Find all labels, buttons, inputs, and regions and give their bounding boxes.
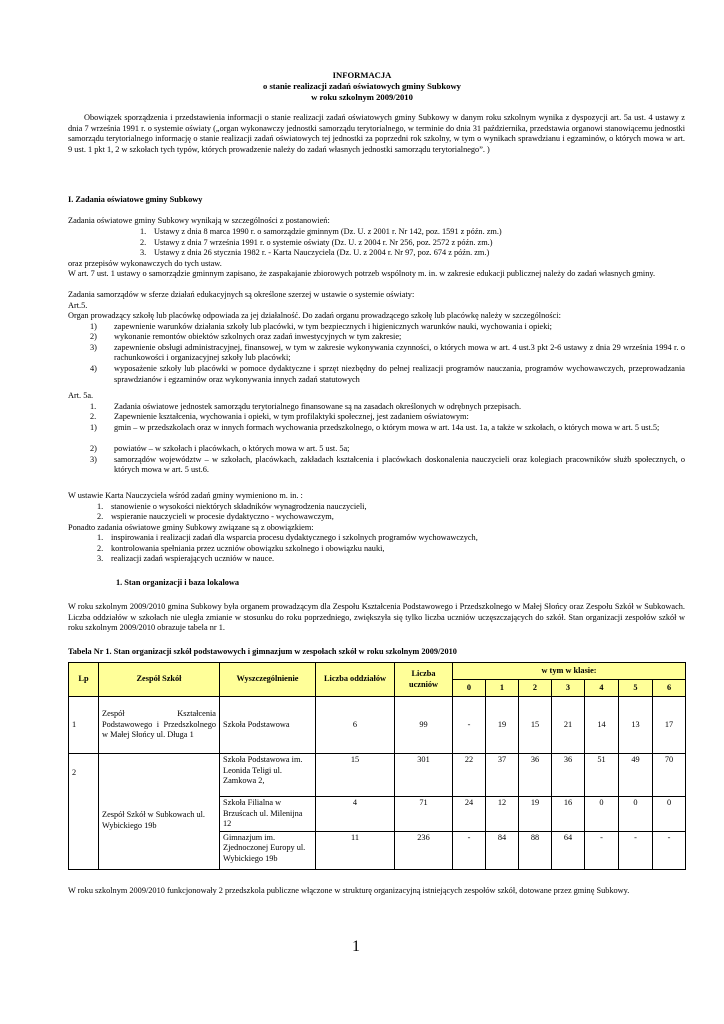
paragraph: Zadania samorządów w sferze działań edukacyjnych są określone szerzej w ustawie o systemie oświaty:: [68, 290, 415, 299]
table-header-klasa: 3: [552, 680, 585, 697]
list-number: 2.: [140, 237, 147, 247]
table-cell-klasa: 49: [619, 754, 653, 797]
list-number: 1.: [97, 501, 104, 511]
table-cell-name: Szkoła Podstawowa: [220, 697, 316, 754]
table-cell-oddzialy: 6: [316, 697, 395, 754]
paragraph: W art. 7 ust. 1 ustawy o samorządzie gminnym zapisano, że zaspakajanie zbiorowych potrzeb wspólnoty m. in. w zakresie edukacji publicznej należy do zadań własnych gminy.: [68, 269, 656, 278]
table-header-oddzialy: Liczba oddziałów: [316, 663, 395, 697]
table-caption: Tabela Nr 1. Stan organizacji szkół podstawowych i gimnazjum w zespołach szkół w roku szkolnym 2009/2010: [68, 647, 457, 656]
table-row: [69, 754, 686, 797]
list-number: 2): [90, 444, 97, 453]
list-text: realizacji zadań wspierających uczniów w nauce.: [111, 554, 275, 563]
closing-paragraph: W roku szkolnym 2009/2010 funkcjonowały 2 przedszkola publiczne włączone w strukturę organizacyjną istniejących zespołów szkół, dotowane przez gminę Subkowy.: [68, 886, 630, 895]
article-label: Art. 5a.: [68, 391, 94, 400]
table-cell-klasa: 36: [519, 754, 552, 797]
paragraph: oraz przepisów wykonawczych do tych ustaw.: [68, 258, 222, 268]
table-cell-klasa: 88: [519, 831, 552, 869]
list-number: 3.: [97, 554, 104, 563]
table-cell-klasa: 37: [486, 754, 519, 797]
list-text: zapewnienie warunków działania szkoły lub placówki, w tym bezpiecznych i higienicznych warunków nauki, wychowania i opieki;: [114, 321, 552, 331]
table-cell-uczniowie: 236: [395, 831, 453, 869]
list-text: wyposażenie szkoły lub placówki w pomoce dydaktyczne i sprzęt niezbędny do pełnej realizacji programów nauczania, programów wychowawczych, przeprowadzania sprawdzianów i egzaminów oraz wykonywania innych zadań statutowych: [114, 364, 685, 384]
list-text: inspirowania i realizacji zadań dla wsparcia procesu dydaktycznego i szkolnych programów wychowawczych,: [111, 533, 478, 542]
list-number: 3): [90, 342, 97, 352]
table-header-klasa: 6: [653, 680, 686, 697]
table-cell-klasa: 24: [453, 797, 486, 832]
table-cell-klasa: 0: [653, 797, 686, 832]
table-cell-klasa: 0: [619, 797, 653, 832]
table-cell-klasa: 12: [486, 797, 519, 832]
table-cell-uczniowie: 71: [395, 797, 453, 832]
table-header-zespol: Zespół Szkół: [99, 663, 220, 697]
document-title: INFORMACJA: [332, 70, 392, 80]
table-cell-zespol: Zespół Kształcenia Podstawowego i Przedszkolnego w Małej Słońcy ul. Długa 1: [99, 697, 220, 754]
table-cell-klasa: 70: [653, 754, 686, 797]
table-cell-klasa: 13: [619, 697, 653, 754]
table-header-row: [69, 663, 686, 680]
table-cell-klasa: 22: [453, 754, 486, 797]
table-cell-name: Szkoła Podstawowa im. Leonida Teligi ul. Zamkowa 2,: [220, 754, 316, 797]
table-cell-klasa: 64: [552, 831, 585, 869]
table-cell-klasa: 17: [653, 697, 686, 754]
intro-paragraph: Obowiązek sporządzenia i przedstawienia informacji o stanie realizacji zadań oświatowych gminy Subkowy w danym roku szkolnym wynika z dyspozycji art. 5a ust. 4 ustawy z dnia 7 września 1991 r. o systemie oświaty („organ wykonawczy jednostki samorządu terytorialnego, w terminie do dnia 31 października, przedstawia organowi stanowiącemu jednostki samorządu terytorialnego informację o stanie realizacji zadań oświatowych tej jednostki za poprzedni rok szkolny, w tym o wynikach sprawdzianu i egzaminów, o których mowa w art. 9 ust. 1 pkt 1, 2 w szkołach tych typów, których prowadzenie należy do zadań własnych jednostki samorządu terytorialnego”. ): [68, 113, 685, 154]
table-cell-zespol: Zespół Szkół w Subkowach ul. Wybickiego 19b: [99, 754, 220, 870]
table-row: [69, 697, 686, 754]
table-cell-name: Gimnazjum im. Zjednoczonej Europy ul. Wybickiego 19b: [220, 831, 316, 869]
table-header-klasy-group: w tym w klasie:: [453, 663, 686, 680]
list-number: 3.: [140, 248, 147, 257]
list-number: 1.: [90, 401, 97, 411]
organization-table: [68, 662, 686, 870]
article-label: Art.5.: [68, 300, 88, 310]
list-text: wykonanie remontów obiektów szkolnych oraz zadań inwestycyjnych w tym zakresie;: [114, 332, 402, 341]
table-cell-klasa: 16: [552, 797, 585, 832]
list-number: 2.: [90, 412, 97, 421]
table-cell-klasa: 19: [519, 797, 552, 832]
table-cell-klasa: 15: [519, 697, 552, 754]
list-number: 1.: [97, 533, 104, 542]
subsection-heading: 1. Stan organizacji i baza lokalowa: [116, 578, 240, 587]
table-cell-klasa: 51: [585, 754, 619, 797]
table-header-klasa: 0: [453, 680, 486, 697]
table-header-uczniowie: Liczba uczniów: [395, 663, 453, 697]
list-text: Zapewnienie kształcenia, wychowania i opieki, w tym profilaktyki społecznej, jest zadaniem oświatowym:: [114, 412, 469, 421]
list-text: kontrolowania spełniania przez uczniów obowiązku szkolnego i obowiązku nauki,: [111, 543, 385, 553]
list-item: [90, 455, 685, 476]
paragraph: Organ prowadzący szkołę lub placówkę odpowiada za jej działalność. Do zadań organu prowadzącego szkołę lub placówkę należy w szczególności:: [68, 311, 561, 320]
table-cell-klasa: 14: [585, 697, 619, 754]
list-number: 2.: [97, 543, 104, 553]
table-header-klasa: 5: [619, 680, 653, 697]
list-item: [90, 423, 685, 444]
table-cell-oddzialy: 11: [316, 831, 395, 869]
list-number: 4): [90, 364, 97, 373]
table-cell-oddzialy: 4: [316, 797, 395, 832]
table-cell-name: Szkoła Filialna w Brzuścach ul. Milenijna 12: [220, 797, 316, 832]
list-number: 2.: [97, 512, 104, 521]
table-cell-klasa: -: [653, 831, 686, 869]
list-text: stanowienie o wysokości niektórych składników wynagrodzenia nauczycieli,: [111, 501, 367, 511]
list-text: Zadania oświatowe jednostek samorządu terytorialnego finansowane są na zasadach określonych w odrębnych przepisach.: [114, 401, 522, 411]
page-number: 1: [352, 938, 360, 955]
table-cell-klasa: -: [619, 831, 653, 869]
table-header-klasa: 1: [486, 680, 519, 697]
document-subtitle-year: w roku szkolnym 2009/2010: [311, 92, 413, 102]
table-header-lp: Lp: [69, 663, 99, 697]
list-text: Ustawy z dnia 7 września 1991 r. o systemie oświaty (Dz. U. z 2004 r. Nr 256, poz. 2572 z późn. zm.): [154, 237, 493, 247]
list-number: 3): [90, 454, 97, 464]
list-item: [90, 343, 685, 364]
list-text: samorządów województw – w szkołach, placówkach, zakładach kształcenia i placówkach doskonalenia nauczycieli oraz kolegiach pracowników służb społecznych, o których mowa w art. 5 ust.6.: [114, 454, 685, 474]
list-number: 1.: [140, 227, 147, 236]
table-cell-klasa: 19: [486, 697, 519, 754]
table-cell-klasa: -: [585, 831, 619, 869]
table-cell-lp: 1: [69, 697, 99, 754]
table-cell-uczniowie: 301: [395, 754, 453, 797]
paragraph: W ustawie Karta Nauczyciela wśród zadań gminy wymieniono m. in. :: [68, 491, 303, 500]
table-header-wyszczegolnienie: Wyszczególnienie: [220, 663, 316, 697]
list-text: powiatów – w szkołach i placówkach, o których mowa w art. 5 ust. 5a;: [114, 444, 350, 453]
section-lead: Zadania oświatowe gminy Subkowy wynikają w szczególności z postanowień:: [68, 216, 330, 225]
table-cell-uczniowie: 99: [395, 697, 453, 754]
list-number: 1): [90, 321, 97, 331]
list-text: Ustawy z dnia 26 stycznia 1982 r. - Karta Nauczyciela (Dz. U. z 2004 r. Nr 97, poz. 674 z późn. zm.): [154, 248, 490, 257]
list-number: 2): [90, 332, 97, 341]
table-cell-oddzialy: 15: [316, 754, 395, 797]
document-subtitle: o stanie realizacji zadań oświatowych gminy Subkowy: [263, 81, 461, 91]
table-cell-lp: 2: [69, 754, 99, 870]
table-cell-klasa: 21: [552, 697, 585, 754]
table-cell-klasa: 84: [486, 831, 519, 869]
table-cell-klasa: -: [453, 831, 486, 869]
section-heading: I. Zadania oświatowe gminy Subkowy: [68, 195, 203, 204]
list-text: Ustawy z dnia 8 marca 1990 r. o samorządzie gminnym (Dz. U. z 2001 r. Nr 142, poz. 1591 z późn. zm.): [154, 227, 502, 236]
list-text: gmin – w przedszkolach oraz w innych formach wychowania przedszkolnego, o którym mowa w art. 14a ust. 1a, a także w szkołach, o których mowa w art. 5 ust.5;: [114, 422, 660, 432]
table-cell-klasa: 0: [585, 797, 619, 832]
list-item: [90, 364, 685, 385]
list-text: wspieranie nauczycieli w procesie dydaktyczno - wychowawczym,: [111, 512, 334, 521]
list-number: 1): [90, 422, 97, 432]
paragraph: Ponadto zadania oświatowe gminy Subkowy związane są z obowiązkiem:: [68, 522, 314, 532]
subsection-paragraph: W roku szkolnym 2009/2010 gmina Subkowy była organem prowadzącym dla Zespołu Kształcenia Podstawowego i Przedszkolnego w Małej Słońcy oraz Zespołu Szkół w Subkowach. Liczba oddziałów w szkołach nie uległa zmianie w stosunku do roku poprzedniego, zwiększyła się tylko liczba uczniów uczęszczających do szkół. Stan organizacji zespołów szkół w roku szkolnym 2009/2010 obrazuje tabela nr 1.: [68, 602, 685, 632]
table-cell-klasa: 36: [552, 754, 585, 797]
table-header-klasa: 2: [519, 680, 552, 697]
table-cell-klasa: -: [453, 697, 486, 754]
list-text: zapewnienie obsługi administracyjnej, finansowej, w tym w zakresie wykonywania czynności, o których mowa w art. 4 ust.3 pkt 2-6 ustawy z dnia 29 września 1994 r. o rachunkowości i organizacyjnej szkoły lub placówki;: [114, 342, 685, 362]
table-header-klasa: 4: [585, 680, 619, 697]
